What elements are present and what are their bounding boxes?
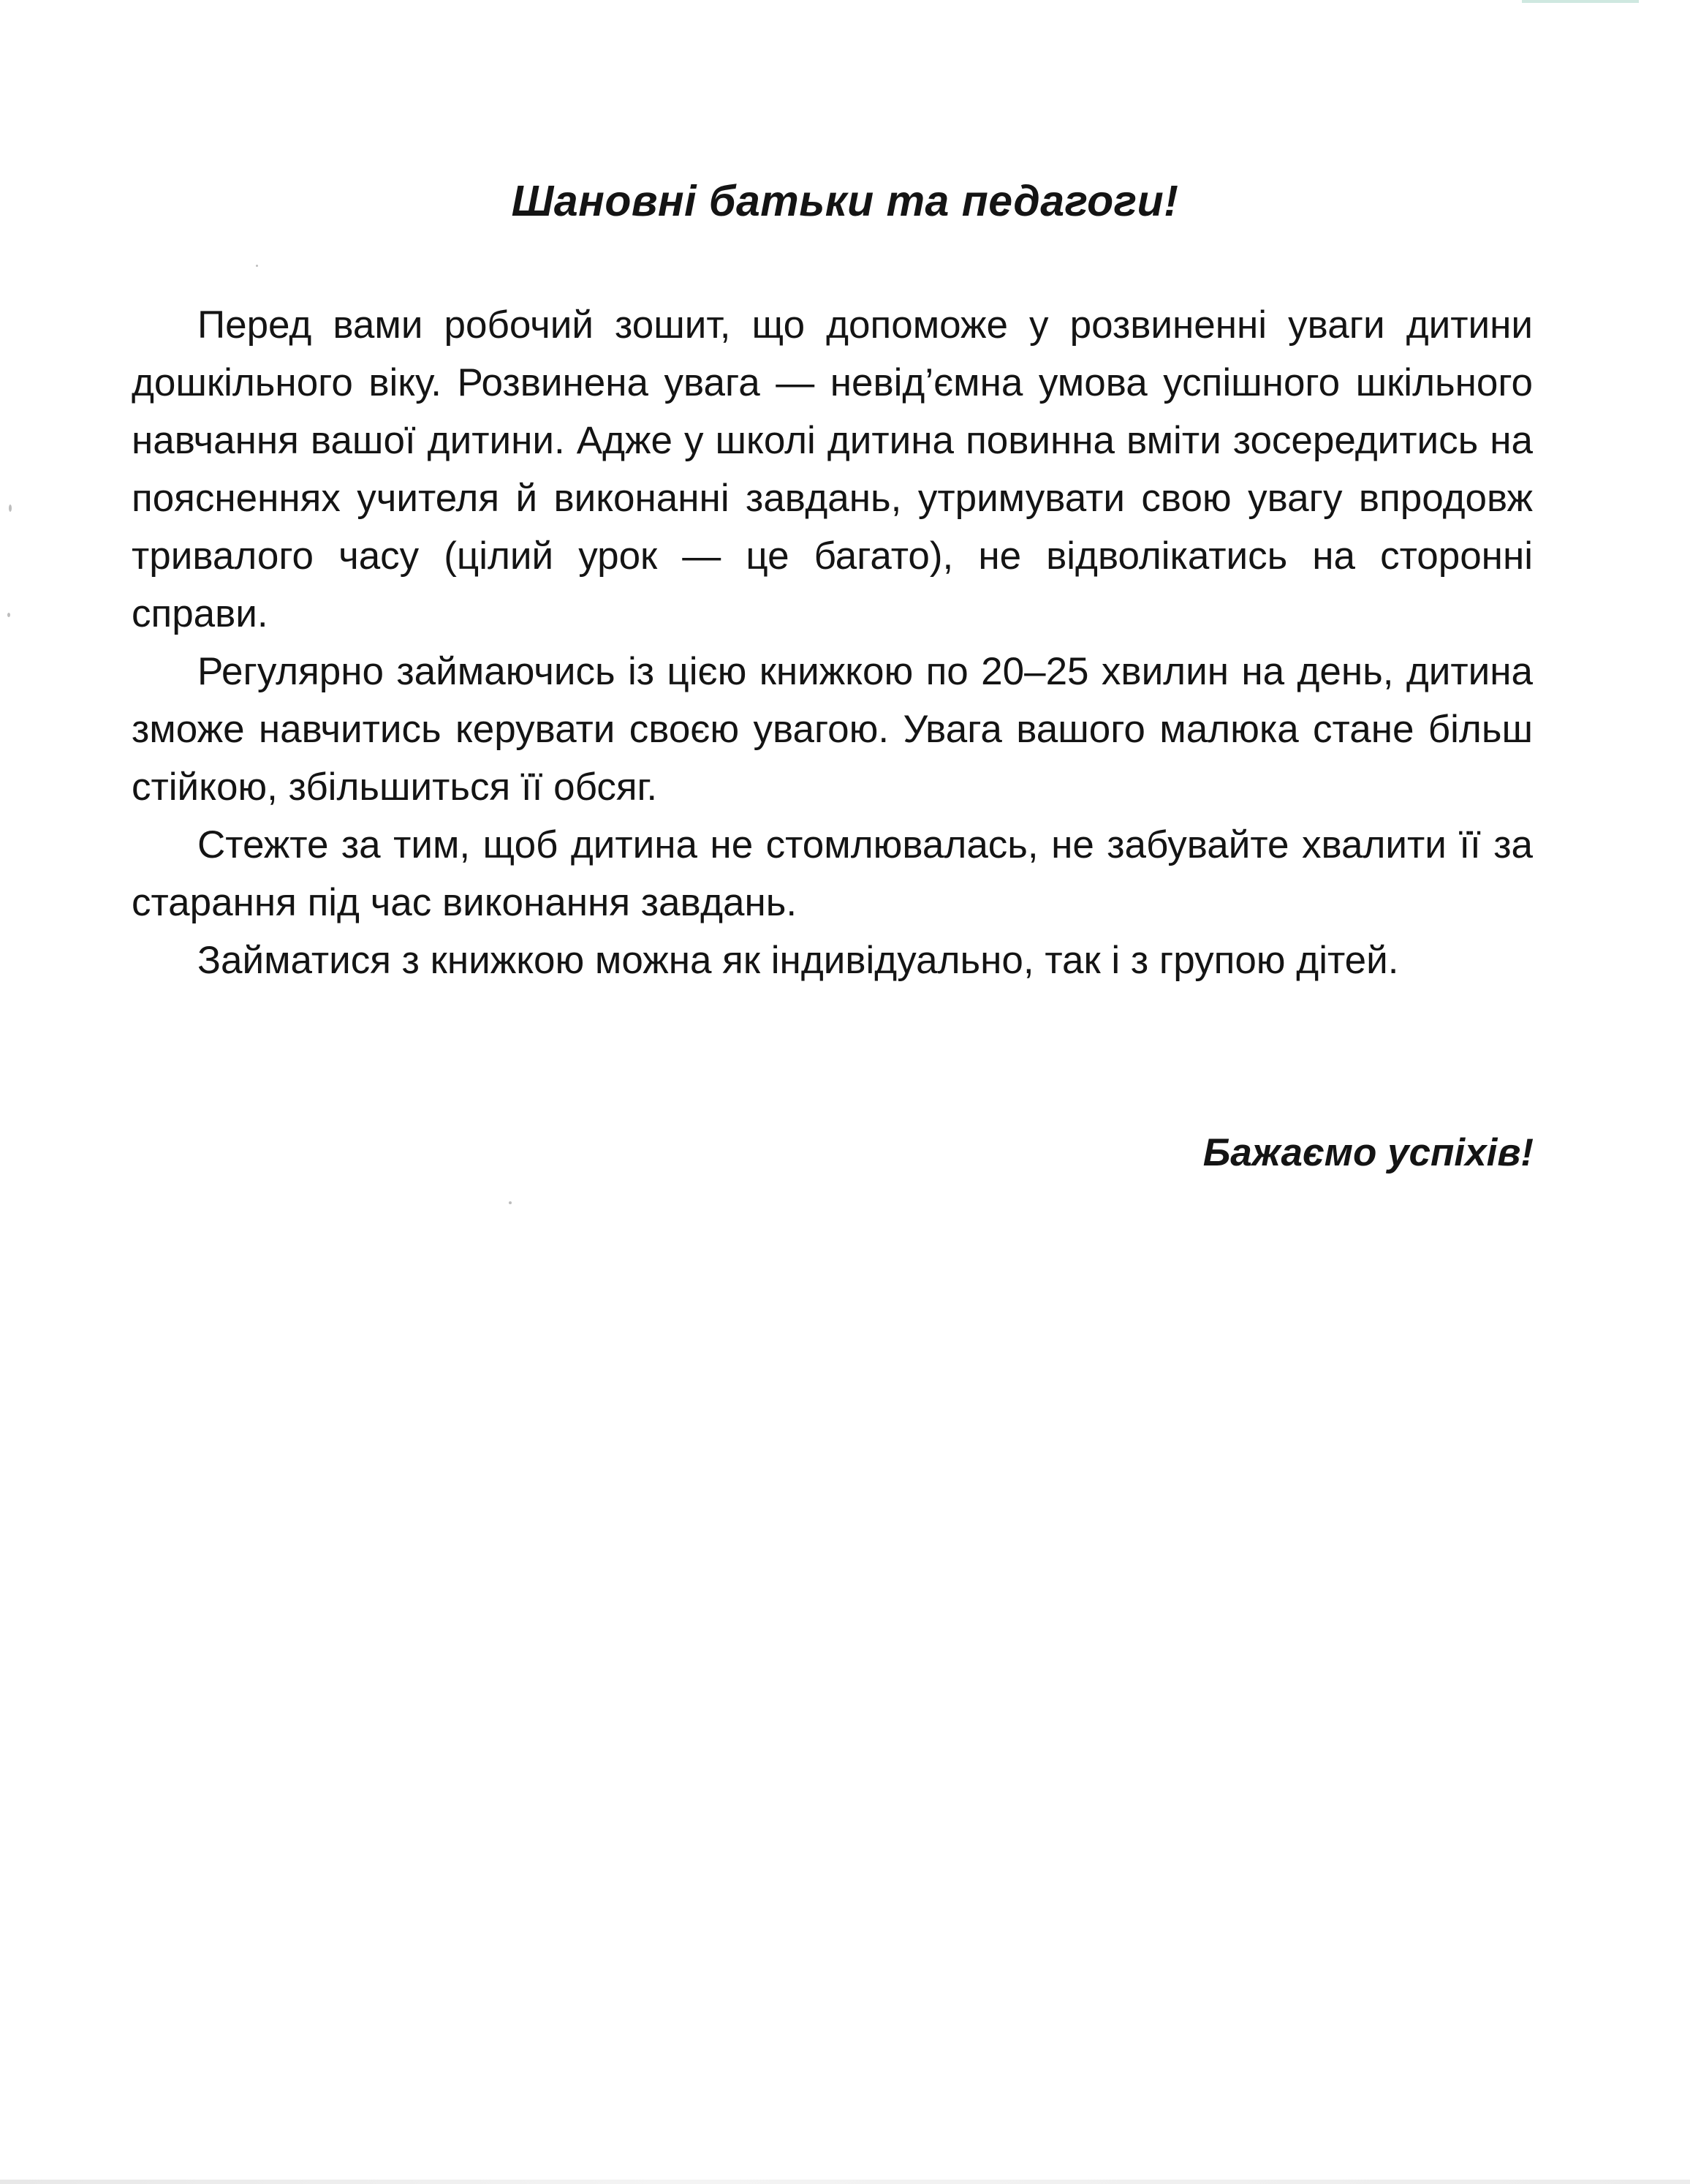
paragraph-regular-practice: Регулярно займаючись із цією книжкою по 20–25 хвилин на день, дитина зможе навчитись керувати своєю увагою. Увага вашого малюка стане більш стійкою, збільшиться її обсяг.: [132, 650, 1533, 809]
scan-speck: [256, 265, 258, 267]
body-text: [132, 296, 1533, 989]
scan-bottom-edge: [0, 2180, 1690, 2184]
page-title: Шановні батьки та педагоги!: [511, 177, 1179, 225]
paragraph-group-work: Займатися з книжкою можна як індивідуально, так і з групою дітей.: [197, 939, 1399, 982]
scan-speck: [509, 1201, 512, 1204]
paragraph-intro: Перед вами робочий зошит, що допоможе у розвиненні уваги дитини дошкільного віку. Розвинена увага — невід’ємна умова успішного шкільного навчання вашої дитини. Адже у школі дитина повинна вміти зосередитись на поясненнях учителя й виконанні завдань, утримувати свою увагу впродовж тривалого часу (цілий урок — це багато), не відволікатись на сторонні справи.: [132, 303, 1533, 635]
scan-speck: [9, 505, 12, 512]
paragraph-fatigue: Стежте за тим, щоб дитина не стомлювалась, не забувайте хвалити її за старання під час виконання завдань.: [132, 823, 1533, 924]
closing-wish: Бажаємо успіхів!: [1202, 1131, 1534, 1174]
scan-corner-mark: [1522, 0, 1639, 3]
scan-speck: [7, 613, 10, 617]
